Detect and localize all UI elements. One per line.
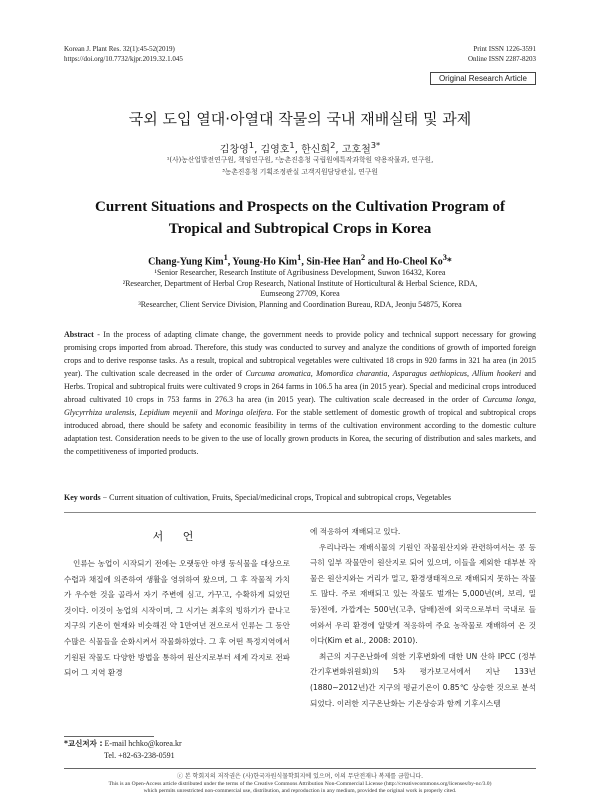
corresponding-author-footnote (64, 738, 290, 762)
footnote-email[interactable]: E-mail hchko@korea.kr (102, 739, 182, 748)
abstract-text: - In the process of adapting climate change, the government needs to provide policy and technical support necessary for growing promising crops imported from abroad. Therefore, this study was conducted to survey and analyze the conditions of growth of imported foreign crops and to derive response tasks. As a result, tropical and subtropical vegetables were cultivated 18 crops in 920 farms in 321 ha area (in 2015 year). The cultivation scale decreased in the order of (64, 330, 536, 378)
author-name: 김창영 (219, 144, 249, 156)
body-column-right (310, 524, 536, 711)
keywords-text: − Current situation of cultivation, Fruits, Special/medicinal crops, Tropical and subtropical crops, Vegetables (100, 493, 451, 502)
author-sep: * (446, 256, 452, 268)
copyright-notice: ⓒ 본 학회지의 저작권은 (사)한국자원식물학회지에 있으며, 이의 무단전재나 복제를 금합니다. (176, 773, 424, 780)
abstract-text: . For the stable settlement of domestic growth of tropical and subtropical crops introduced abroad, there should be safety and economic feasibility in terms of the cultivation environment according to the domestic culture adaptation test. Consideration needs to be given to the use of locally grown products in Korea, the securing of distribution and sales markets, and the competitiveness of imported products. (64, 408, 536, 456)
section-heading: 서 언 (152, 530, 202, 543)
license-notice (40, 781, 560, 795)
author-name: Sin-Hee Han (306, 256, 362, 268)
korean-title: 국외 도입 열대·아열대 작물의 국내 재배실태 및 과제 (128, 110, 472, 128)
author-sup: 1 (223, 253, 228, 262)
species-names: Curcuma longa, Glycyrrhiza uralensis, Lepidium meyenii (64, 395, 537, 417)
journal-citation: Korean J. Plant Res. 32(1):45-52(2019) (64, 45, 175, 53)
abstract-text: and Herbs. Tropical and subtropical fruits were cultivated 9 crops in 264 farms in 106.5 ha area (in 2015 year). Special and medicinal crops introduced abroad cultivated 10 crops in 753 farms in 276.3 ha area (in 2015 year). The cultivation scale decreased in the order of (64, 369, 536, 404)
author-sup: 1 (297, 253, 302, 262)
author-sep: and (365, 256, 387, 268)
body-paragraph: 에 적응하여 재배되고 있다. (310, 527, 401, 536)
korean-authors: 김창영$^1$, 김영호$^1$, 한신희$^2$, 고호철$^{3*}$ (219, 140, 381, 156)
footer-divider (64, 768, 536, 769)
license-line: This is an Open-Access article distributed under the terms of the Creative Commons Attribution Non-Commercial License (http://creativecommons.org/licenses/by-nc/3.0) (108, 781, 492, 787)
footnote-label: *교신저자 : (64, 739, 103, 748)
author-sup: 2 (361, 253, 366, 262)
doi-link[interactable]: https://doi.org/10.7732/kjpr.2019.32.1.045 (64, 55, 183, 63)
author-sup: 2 (330, 140, 336, 150)
species-names: Moringa oleifera (215, 408, 272, 417)
author-name: Young-Ho Kim (232, 256, 298, 268)
body-paragraph: 우리나라는 재배식물의 기원인 작물원산지와 관련하여서는 콩 등 극히 일부 작물만이 원산지로 되어 있으며, 이들을 제외한 대부분 작물은 원산지와는 거리가 멀고, 환경생태적으로 재배되지 못하는 작물도 많다. 주로 재배되고 있는 작물도 벌개는 5,000년(벼, 보리, 밀 등)전에, 가깝게는 500년(고추, 담배)전에 외국으로부터 국내로 들여와서 우리 환경에 알맞게 적응하여 주요 농작물로 재배하여 온 것이다(Kim et al., 2008: 2010). (310, 542, 536, 646)
author-sup: 3 (442, 253, 447, 262)
affiliation-line: ³Researcher, Client Service Division, Planning and Coordination Bureau, RDA, Jeonju 54875, Korea (138, 299, 462, 309)
species-names: Curcuma aromatica, Momordica charantia, Asparagus aethiopicus, Allium hookeri (245, 369, 522, 378)
section-divider (64, 512, 536, 513)
journal-header-right (468, 44, 536, 64)
abstract-text: and (197, 408, 216, 417)
footnote-tel: Tel. +82-63-238-0591 (104, 751, 175, 760)
author-name: Chang-Yung Kim (148, 256, 224, 268)
author-name: 한신희 (301, 144, 331, 156)
keywords (64, 492, 536, 503)
journal-header-left (64, 44, 183, 64)
author-name: Ho-Cheol Ko (386, 256, 443, 268)
body-paragraph: 인류는 농업이 시작되기 전에는 오랫동안 야생 동식물을 대상으로 수렵과 채집에 의존하여 생활을 영위하여 왔으며, 그 후 작물적 가치가 우수한 것을 골라서 자기 주변에 심고, 가꾸고, 수확하게 되었던 것이다. 이것이 농업의 시작이며, 그 시기는 최후의 빙하기가 끝나고 지구의 기온이 현재와 비슷해진 약 1만여년 전으로서 인류는 그 동안 수많은 식물들을 순화시켜서 작물화하였다. 그 후 어떤 특정지역에서 기원된 작물도 다양한 방법을 통하여 원산지로부터 세계 각지로 전파되어 그 지역 환경 (64, 559, 290, 678)
footnote-divider (64, 736, 154, 737)
english-authors (0, 253, 600, 267)
english-title (0, 196, 600, 240)
license-line: which permits unrestricted non-commercial use, distribution, and reproduction in any medium, provided the original work is properly cited. (143, 788, 457, 794)
affiliation-line: ²Researcher, Department of Herbal Crop Research, National Institute of Horticultural & Herbal Science, RDA, (122, 278, 478, 288)
author-name: 고호철 (341, 144, 371, 156)
english-title-line1: Current Situations and Prospects on the Cultivation Program of (94, 199, 505, 215)
author-sup: 3* (370, 140, 381, 150)
keywords-label: Key words (64, 493, 101, 502)
article-type-badge: Original Research Article (430, 72, 536, 85)
author-sup: 1 (248, 140, 255, 150)
affiliation-line: ¹Senior Researcher, Research Institute of Agribusiness Development, Suwon 16432, Korea (154, 268, 446, 277)
abstract-label: Abstract (64, 330, 94, 339)
english-affiliations (64, 268, 536, 310)
online-issn: Online ISSN 2287-8203 (467, 55, 536, 63)
english-title-line2: Tropical and Subtropical Crops in Korea (168, 221, 432, 237)
korean-affiliation-line2: ³농촌진흥청 기획조정관실 고객지원담당관실, 연구원 (222, 168, 378, 176)
korean-affiliation-line1: ¹(사)농산업발전연구원, 책임연구원, ²농촌진흥청 국립원예특작과학원 약용작물과, 연구원, (166, 156, 434, 164)
author-sep: , (301, 256, 307, 268)
author-name: 김영호 (260, 144, 290, 156)
affiliation-line: Eumseong 27709, Korea (260, 289, 340, 298)
body-paragraph: 최근의 지구온난화에 의한 기후변화에 대한 UN 산하 IPCC (정부간기후변화위원회)의 5차 평가보고서에서 지난 133년(1880~2012년)간 지구의 평균기온이 0.85℃ 상승한 것으로 분석되었다. 이러한 지구온난화는 기온상승과 함께 기후시스템 (310, 651, 536, 708)
print-issn: Print ISSN 1226-3591 (473, 45, 536, 53)
author-sup: 1 (289, 140, 295, 150)
body-column-left (64, 556, 290, 681)
author-sep: , (227, 256, 233, 268)
abstract (64, 328, 536, 458)
